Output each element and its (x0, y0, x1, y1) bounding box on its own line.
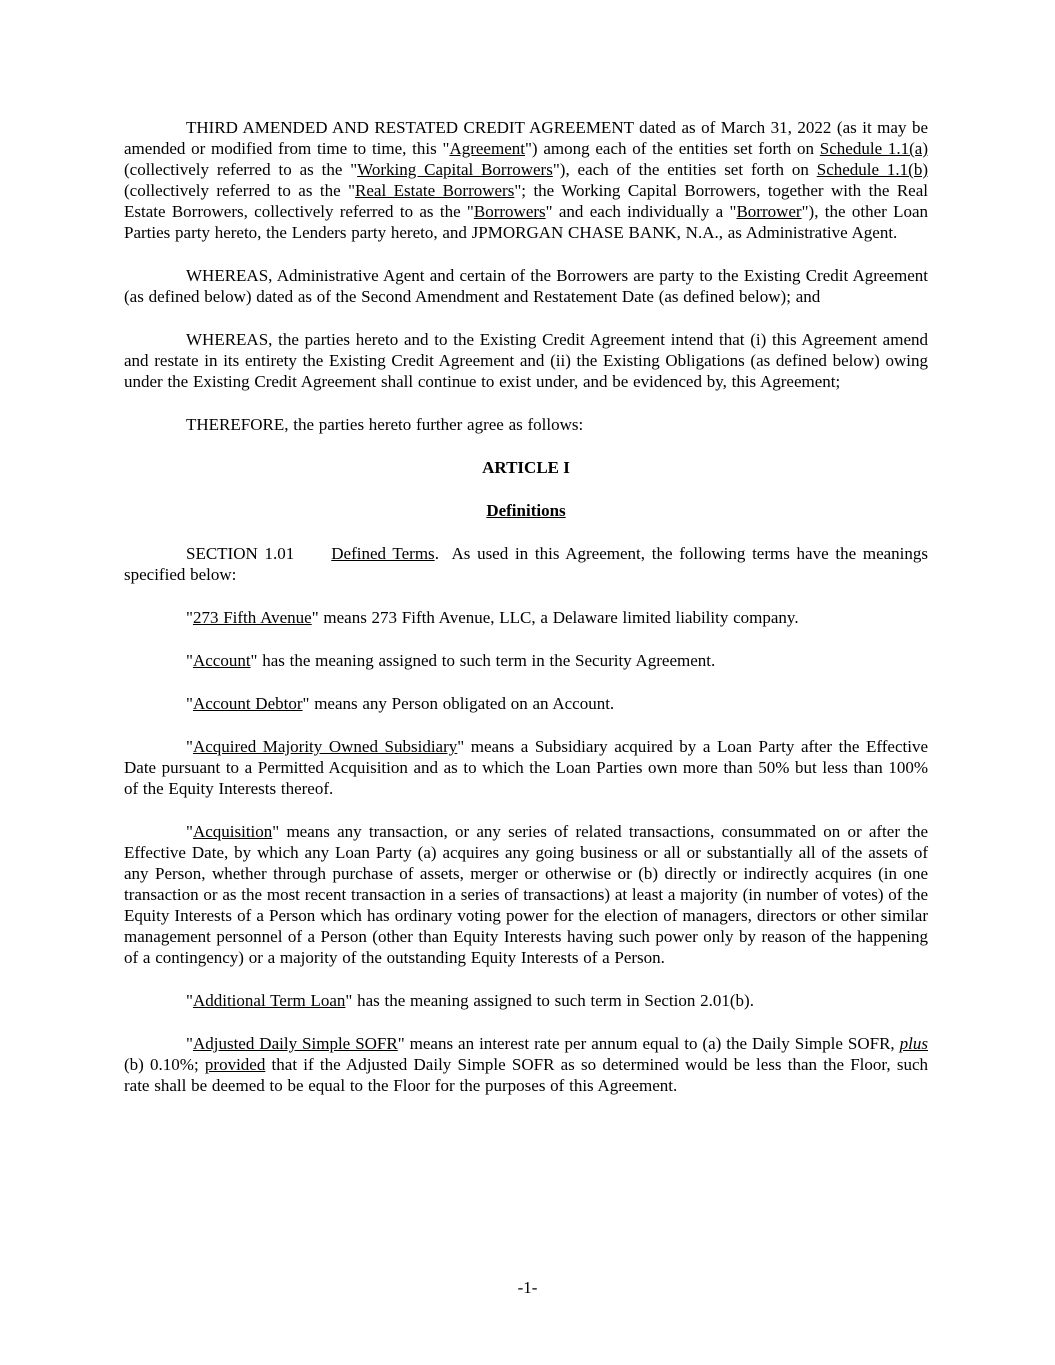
text-run: that if the Adjusted Daily Simple SOFR as so determined would be less than the Floor, such rate shall be deemed to be equal to the Floor for the purposes of this Agreement. (124, 1055, 928, 1095)
text-run: . As used in this Agreement, the following terms have the meanings specified below: (124, 544, 929, 584)
defined-term: 273 Fifth Avenue (192, 608, 312, 627)
text-run: " (186, 737, 193, 756)
text-run: " means an interest rate per annum equal to (a) the Daily Simple SOFR, (397, 1034, 900, 1053)
text-run: " (186, 651, 193, 670)
text-run: ARTICLE I (482, 458, 570, 477)
definition-account-debtor (124, 693, 928, 714)
definitions-heading (124, 500, 928, 521)
section-1-01-paragraph (124, 543, 928, 585)
defined-term: Account (192, 651, 251, 670)
text-run: " (186, 694, 193, 713)
text-run: WHEREAS, the parties hereto and to the Existing Credit Agreement intend that (i) this Agreement amend and restate in its entirety the Existing Credit Agreement and (ii) the Existing Obligations (as defined below) owing under the Existing Credit Agreement shall continue to exist under, and be evidenced by, this Agreement; (124, 330, 928, 391)
text-run: " has the meaning assigned to such term in Section 2.01(b). (345, 991, 754, 1010)
text-run: WHEREAS, Administrative Agent and certain of the Borrowers are party to the Existing Credit Agreement (as defined below) dated as of the Second Amendment and Restatement Date (as defined below); and (124, 266, 928, 306)
text-run: (collectively referred to as the " (124, 160, 358, 179)
definition-acquisition (124, 821, 928, 968)
defined-term: Schedule 1.1(b) (816, 160, 928, 179)
text-run: ") among each of the entities set forth on (524, 139, 820, 158)
defined-term: Definitions (486, 501, 566, 520)
document-body (124, 117, 928, 1118)
defined-term: Defined Terms (331, 544, 435, 563)
intro-paragraph (124, 117, 928, 243)
text-run: THIRD AMENDED AND RESTATED CREDIT AGREEMENT dated as of March 31, 2022 (as it may be amended or modified from time to time, this " (124, 118, 928, 158)
text-run: THEREFORE, the parties hereto further agree as follows: (186, 415, 584, 434)
defined-term: Real Estate Borrowers (355, 181, 515, 200)
article-heading (124, 457, 928, 478)
text-run: " and each individually a " (545, 202, 737, 221)
defined-term: provided (204, 1055, 266, 1074)
defined-term: Working Capital Borrowers (357, 160, 553, 179)
text-run: " means a Subsidiary acquired by a Loan Party after the Effective Date pursuant to a Permitted Acquisition and as to which the Loan Parties own more than 50% but less than 100% of the Equity Interests thereof. (124, 737, 928, 798)
page-number: -1- (517, 1278, 538, 1297)
definition-account (124, 650, 928, 671)
defined-term: Additional Term Loan (192, 991, 346, 1010)
therefore-clause (124, 414, 928, 435)
text-run: "), each of the entities set forth on (552, 160, 817, 179)
definition-adjusted-daily-simple-sofr (124, 1033, 928, 1096)
defined-term: Acquisition (192, 822, 273, 841)
defined-term: Agreement (449, 139, 525, 158)
defined-term: plus (899, 1034, 928, 1053)
defined-term: Adjusted Daily Simple SOFR (192, 1034, 398, 1053)
text-run: " has the meaning assigned to such term in the Security Agreement. (250, 651, 716, 670)
definition-additional-term-loan (124, 990, 928, 1011)
text-run: SECTION 1.01 (186, 544, 295, 563)
text-run: " means any transaction, or any series of related transactions, consummated on or after the Effective Date, by which any Loan Party (a) acquires any going business or all or substantially all of the assets of any Person, whether through purchase of assets, merger or otherwise or (b) directly or indirectly acquires (in one transaction or as the most recent transaction in a series of transactions) at least a majority (in number of votes) of the Equity Interests of a Person which has ordinary voting power for the election of managers, directors or other similar management personnel of a Person (other than Equity Interests having such power only by reason of the happening of a contingency) or a majority of the outstanding Equity Interests of a Person. (124, 822, 928, 967)
text-run: (collectively referred to as the " (124, 181, 356, 200)
text-run: " means 273 Fifth Avenue, LLC, a Delaware limited liability company. (311, 608, 799, 627)
defined-term: Borrowers (473, 202, 546, 221)
definition-273-fifth-avenue (124, 607, 928, 628)
text-run: " means any Person obligated on an Account. (302, 694, 615, 713)
definition-acquired-majority-owned-subsidiary (124, 736, 928, 799)
text-run: " (186, 991, 193, 1010)
defined-term: Acquired Majority Owned Subsidiary (192, 737, 458, 756)
text-run: "), the other Loan Parties party hereto, the Lenders party hereto, and JPMORGAN CHASE BANK, N.A., as Administrative Agent. (124, 202, 929, 242)
whereas-recital-1 (124, 265, 928, 307)
defined-term: Borrower (736, 202, 802, 221)
text-run: "; the Working Capital Borrowers, together with the Real Estate Borrowers, collectively referred to as the " (124, 181, 928, 221)
defined-term: Schedule 1.1(a) (819, 139, 928, 158)
defined-term: Account Debtor (192, 694, 303, 713)
text-run: " (186, 822, 193, 841)
text-run: " (186, 608, 193, 627)
text-run: (b) 0.10%; (124, 1055, 205, 1074)
whereas-recital-2 (124, 329, 928, 392)
text-run: " (186, 1034, 193, 1053)
